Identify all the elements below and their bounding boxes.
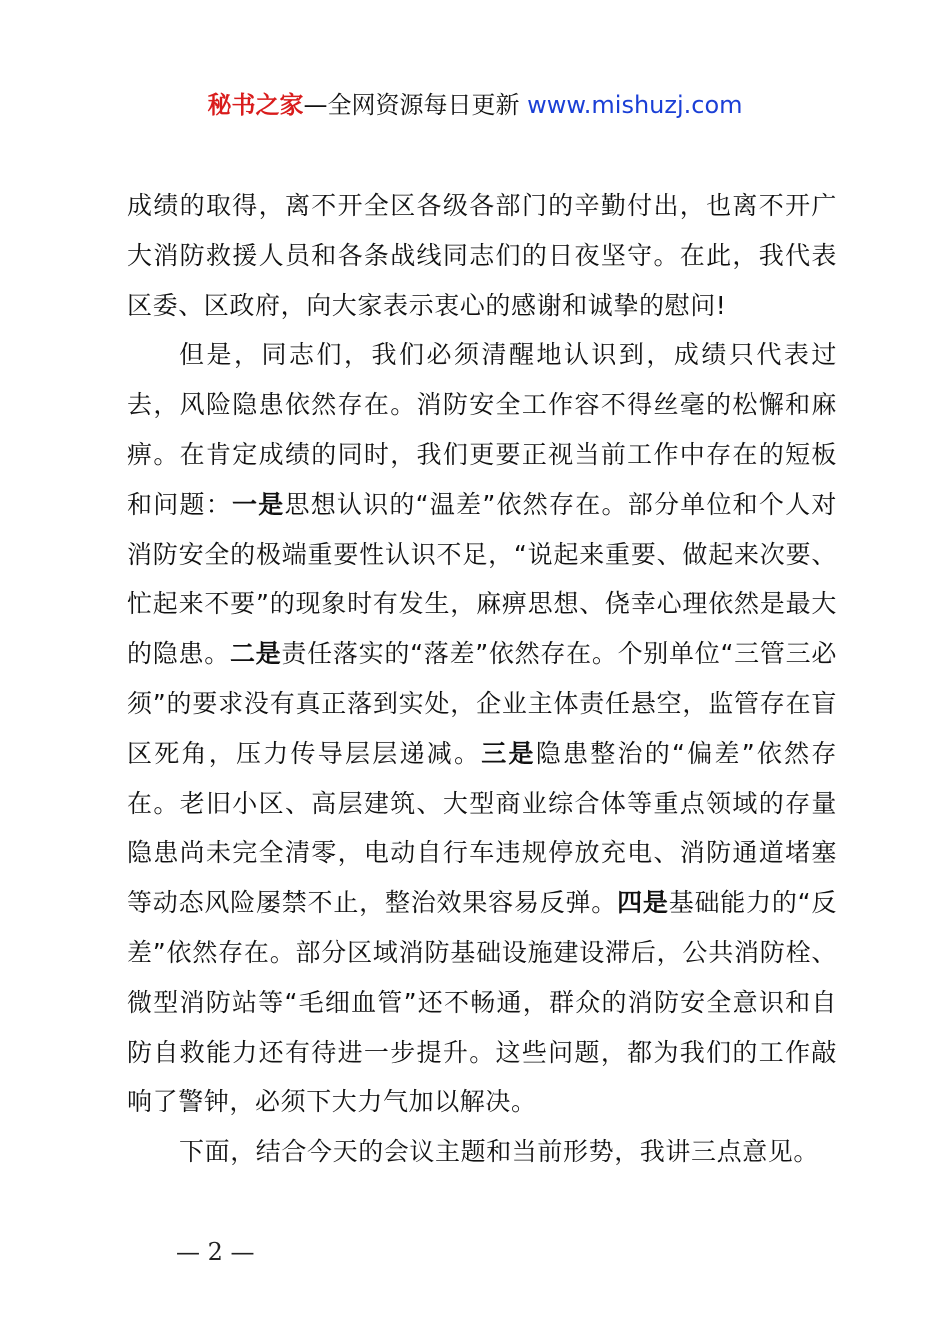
paragraph-acknowledgement: [127, 181, 837, 330]
text-run: 隐患整治的“偏差”依然存在。老旧小区、高层建筑、大型商业综合体等重点领域的存量隐患尚未完全清零，电动自行车违规停放充电、消防通道堵塞等动态风险屡禁不止，整治效果容易反弹。: [127, 738, 837, 918]
bold-marker-second: 二是: [229, 639, 282, 669]
paragraph-problems: [127, 330, 837, 1127]
page-number: — 2 —: [176, 1238, 255, 1266]
text-run: 但是，同志们，我们必须清醒地认识到，成绩只代表过去，风险隐患依然存在。消防安全工作容不得丝毫的松懈和麻痹。在肯定成绩的同时，我们更要正视当前工作中存在的短板和问题：: [127, 340, 837, 519]
text-run: 下面，结合今天的会议主题和当前形势，我讲三点意见。: [179, 1137, 820, 1167]
text-run: 成绩的取得，离不开全区各级各部门的辛勤付出，也离不开广大消防救援人员和各条战线同志们的日夜坚守。在此，我代表区委、区政府，向大家表示衷心的感谢和诚挚的慰问!: [127, 191, 837, 320]
text-run: 思想认识的“温差”依然存在。部分单位和个人对消防安全的极端重要性认识不足，“说起来重要、做起来次要、忙起来不要”的现象时有发生，麻痹思想、侥幸心理依然是最大的隐患。: [127, 489, 837, 669]
bold-marker-fourth: 四是: [617, 888, 669, 918]
text-run: 基础能力的“反差”依然存在。部分区域消防基础设施建设滞后，公共消防栓、微型消防站等“毛细血管”还不畅通，群众的消防安全意识和自防自救能力还有待进一步提升。这些问题，都为我们的工作敲响了警钟，必须下大力气加以解决。: [127, 888, 838, 1117]
website-url[interactable]: www.mishuzj.com: [527, 91, 743, 119]
header-tagline: —全网资源每日更新: [303, 91, 520, 119]
brand-name: 秘书之家: [207, 91, 304, 119]
text-run: 责任落实的“落差”依然存在。个别单位“三管三必须”的要求没有真正落到实处，企业主体责任悬空，监管存在盲区死角，压力传导层层递减。: [127, 639, 837, 768]
bold-marker-third: 三是: [481, 738, 536, 768]
page-header: [0, 88, 950, 122]
bold-marker-first: 一是: [231, 489, 285, 519]
paragraph-transition: [127, 1127, 837, 1177]
document-body: [127, 181, 837, 1177]
